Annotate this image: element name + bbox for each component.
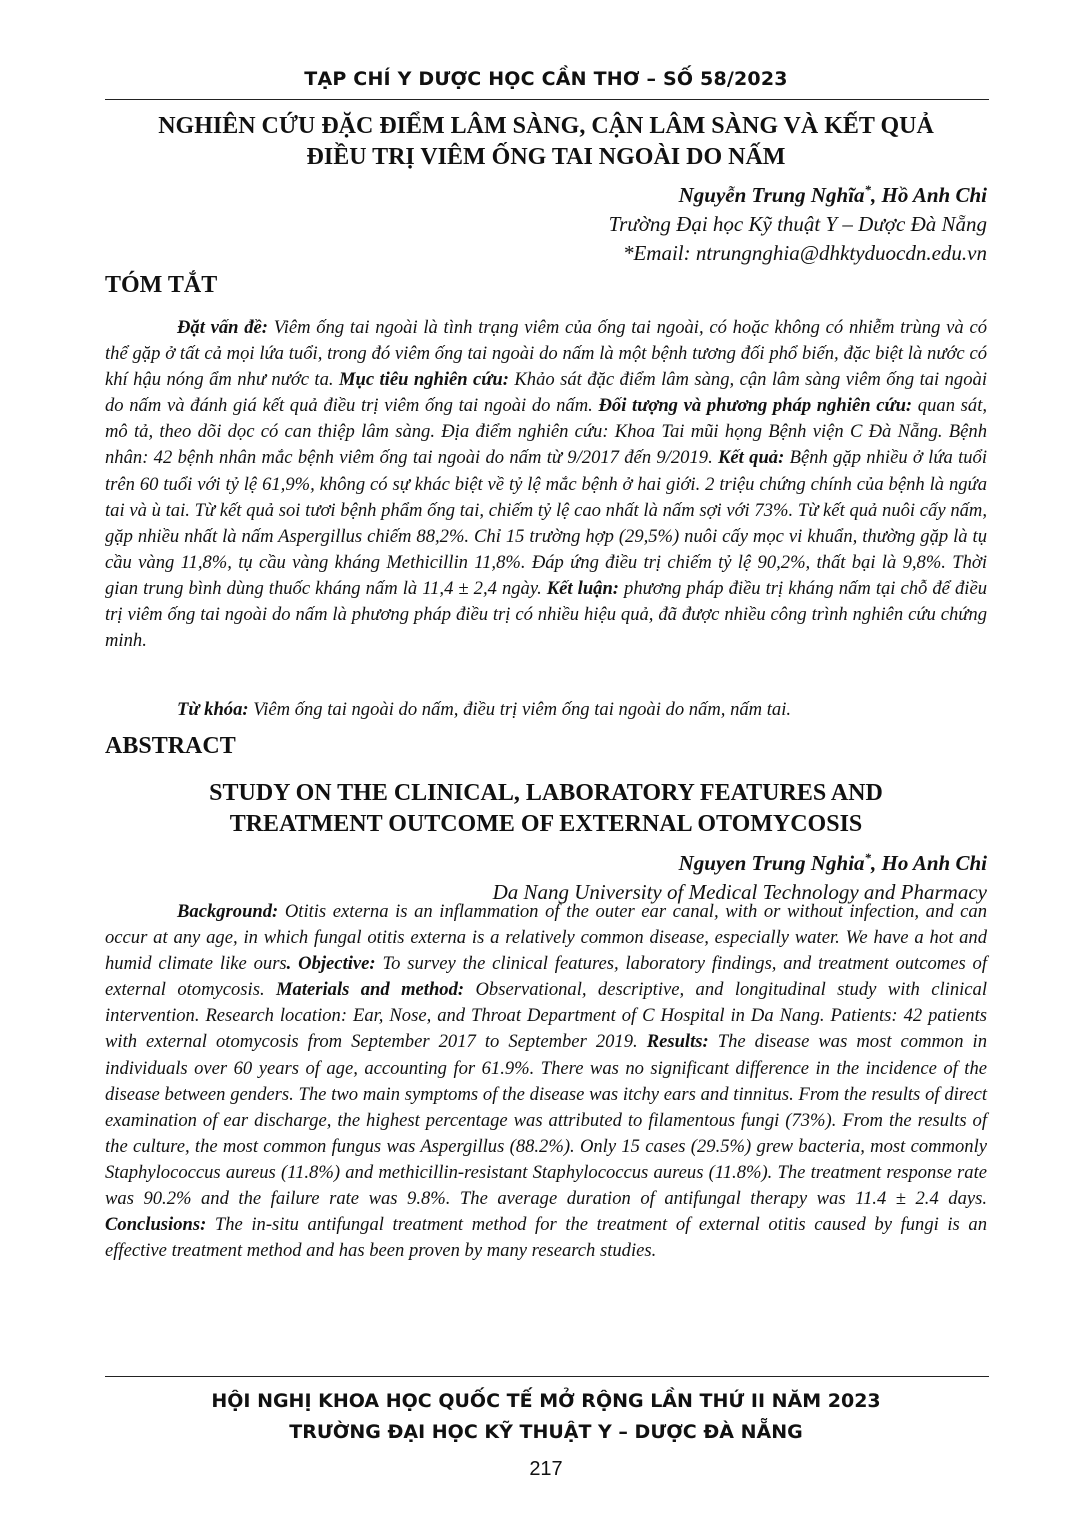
header-divider [105, 99, 989, 100]
title-vn-line-2: ĐIỀU TRỊ VIÊM ỐNG TAI NGOÀI DO NẤM [306, 144, 786, 170]
author-block-vietnamese [609, 175, 987, 268]
keywords-paragraph [105, 697, 987, 723]
article-title-english [105, 778, 987, 840]
article-title-vietnamese [105, 111, 987, 173]
corresponding-mark: * [864, 182, 872, 197]
text-objective-en: To survey the clinical features, laboratory findings, and treatment outcomes of external otomycosis. [105, 953, 988, 1001]
author-1: Nguyễn Trung Nghĩa [678, 183, 865, 207]
label-keywords: Từ khóa: [177, 699, 249, 720]
title-vn-line-1: NGHIÊN CỨU ĐẶC ĐIỂM LÂM SÀNG, CẬN LÂM SÀNG VÀ KẾT QUẢ [158, 113, 934, 139]
text-conclusion-en: The in-situ antifungal treatment method for the treatment of external otitis caused by fungi is an effective treatment method and has been proven by many research studies. [105, 1214, 987, 1262]
label-conclusion-en: Conclusions: [105, 1214, 207, 1236]
label-background-en: Background: [177, 901, 279, 922]
label-methods-en: Materials and method: [276, 979, 465, 1001]
author-1-en: Nguyen Trung Nghia [678, 851, 865, 875]
abstract-heading: ABSTRACT [105, 733, 236, 759]
label-results-vn: Kết quả: [718, 447, 785, 469]
text-results-en: The disease was most common in individuals over 60 years of age, accounting for 61.9%. There was no significant difference in the incidence of the disease between genders. The two main symptoms of the disease was itchy ears and tinnitus. From the results of direct examination of ear discharge, the highest percentage was attributed to filamentous fungi (73%). From the results of the culture, the most common fungus was Aspergillus (88.2%). Only 15 cases (29.5%) grew bacteria, most commonly Staphylococcus aureus (11.8%) and methicillin-resistant Staphylococcus aureus (11.8%). The treatment response rate was 90.2% and the failure rate was 9.8%. The average duration of antifungal therapy was 11.4 ± 2.4 days. [105, 1031, 988, 1210]
title-en-line-2: TREATMENT OUTCOME OF EXTERNAL OTOMYCOSIS [229, 811, 863, 837]
journal-header: TẠP CHÍ Y DƯỢC HỌC CẦN THƠ – SỐ 58/2023 [304, 68, 788, 90]
email: *Email: ntrungnghia@dhktyduocdn.edu.vn [622, 241, 987, 265]
label-methods-vn: Đối tượng và phương pháp nghiên cứu: [598, 395, 913, 417]
footer-line-2: TRƯỜNG ĐẠI HỌC KỸ THUẬT Y – DƯỢC ĐÀ NẴNG [289, 1421, 803, 1443]
text-conclusion-vn: phương pháp điều trị kháng nấm tại chỗ để điều trị viêm ống tai ngoài do nấm là phương pháp điều trị có nhiều hiệu quả, đã được nhiều công trình nghiên cứu chứng minh. [105, 577, 987, 652]
title-en-line-1: STUDY ON THE CLINICAL, LABORATORY FEATURES AND [209, 780, 883, 806]
text-methods-en: Observational, descriptive, and longitudinal study with clinical intervention. Research location: Ear, Nose, and Throat Department of C Hospital in Da Nang. Patients: 42 patients with external otomycosis from September 2017 to September 2019. [105, 979, 987, 1053]
author-2: , Hồ Anh Chi [871, 183, 987, 207]
text-results-vn: Bệnh gặp nhiều ở lứa tuổi trên 60 tuổi với tỷ lệ 61,9%, không có sự khác biệt về tỷ lệ mắc bệnh ở hai giới. 2 triệu chứng chính của bệnh là ngứa tai và ù tai. Từ kết quả soi tươi bệnh phẩm ống tai, chiếm tỷ lệ cao nhất là nấm sợi với 73%. Từ kết quả nuôi cấy nấm, gặp nhiều nhất là nấm Aspergillus chiếm 88,2%. Chỉ 15 trường hợp (29,5%) nuôi cấy mọc vi khuẩn, thường gặp là tụ cầu vàng 11,8%, tụ cầu vàng kháng Methicillin 11,8%. Đáp ứng điều trị chiếm tỷ lệ 90,2%, thất bại là 9,8%. Thời gian trung bình dùng thuốc kháng nấm là 11,4 ± 2,4 ngày. [105, 447, 987, 599]
label-objective-vn: Mục tiêu nghiên cứu: [338, 369, 509, 391]
corresponding-mark-en: * [864, 850, 872, 865]
author-names [609, 175, 987, 210]
footer-divider [105, 1376, 989, 1377]
label-conclusion-vn: Kết luận: [546, 577, 619, 599]
text-keywords: Viêm ống tai ngoài do nấm, điều trị viêm ống tai ngoài do nấm, nấm tai. [248, 699, 792, 720]
label-objective-en: . Objective: [286, 953, 376, 975]
page-number: 217 [529, 1458, 563, 1480]
author-block-english [493, 843, 987, 907]
affiliation-en: Da Nang University of Medical Technology and Pharmacy [492, 880, 987, 904]
author-2-en: , Ho Anh Chi [871, 851, 987, 875]
affiliation: Trường Đại học Kỹ thuật Y – Dược Đà Nẵng [608, 212, 987, 236]
summary-heading: TÓM TẮT [105, 272, 218, 298]
label-results-en: Results: [646, 1031, 709, 1053]
author-names-en [493, 843, 987, 878]
text-background-en: Otitis externa is an inflammation of the outer ear canal, with or without infection, and can occur at any age, in which fungal otitis externa is a relatively common disease, especially water. We have a hot and humid climate like ours [105, 901, 987, 975]
text-background-vn: Viêm ống tai ngoài là tình trạng viêm của ống tai ngoài, có hoặc không có nhiễm trùng và có thể gặp ở tất cả mọi lứa tuổi, trong đó viêm ống tai ngoài do nấm là một bệnh tương đối phổ biến, đặc biệt là nước có khí hậu nóng ẩm như nước ta. [105, 317, 987, 391]
conference-footer [105, 1386, 987, 1448]
text-methods-vn: quan sát, mô tả, theo dõi dọc có can thiệp lâm sàng. Địa điểm nghiên cứu: Khoa Tai mũi họng Bệnh viện C Đà Nẵng. Bệnh nhân: 42 bệnh nhân mắc bệnh viêm ống tai ngoài do nấm từ 9/2017 đến 9/2019. [105, 395, 988, 469]
summary-paragraph [105, 315, 987, 654]
footer-line-1: HỘI NGHỊ KHOA HỌC QUỐC TẾ MỞ RỘNG LẦN THỨ II NĂM 2023 [211, 1390, 881, 1412]
abstract-paragraph [105, 899, 987, 1264]
text-objective-vn: Khảo sát đặc điểm lâm sàng, cận lâm sàng viêm ống tai ngoài do nấm và đánh giá kết quả điều trị viêm ống tai ngoài do nấm. [105, 369, 987, 417]
label-background-vn: Đặt vấn đề: [177, 317, 268, 338]
